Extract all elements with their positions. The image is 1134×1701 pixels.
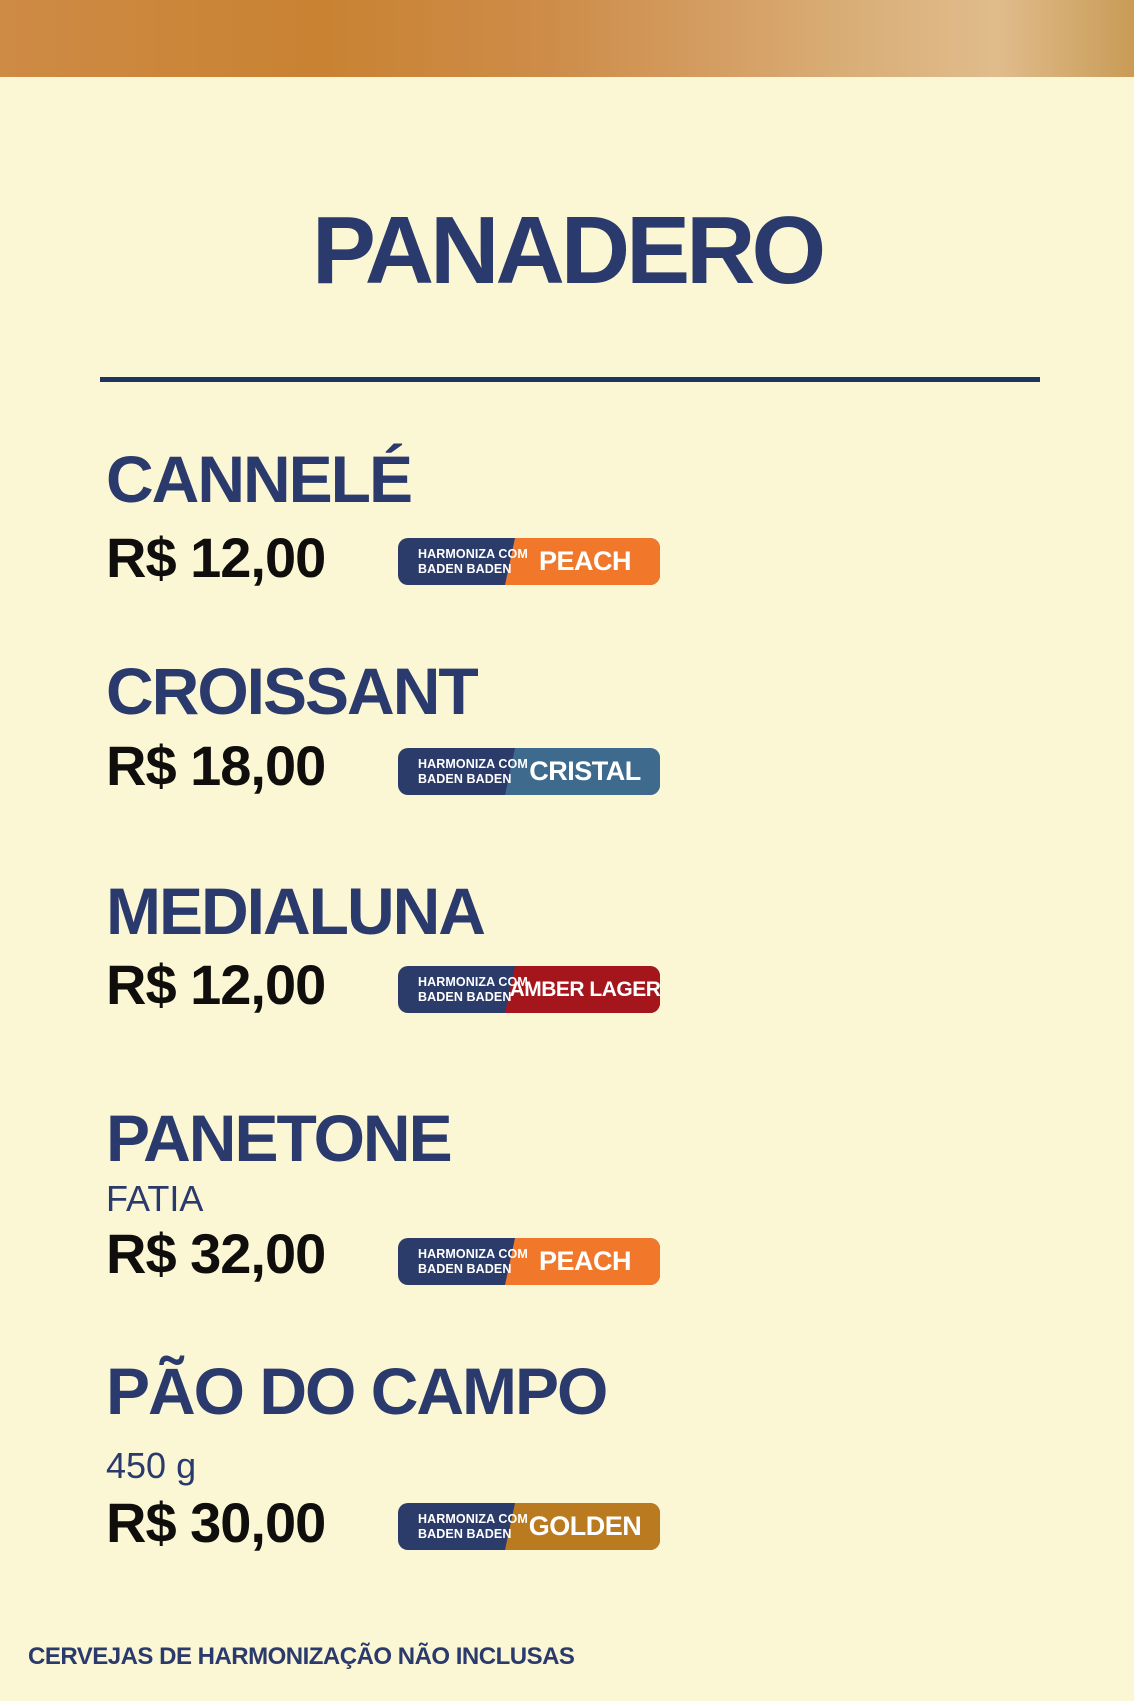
pairing-badge bbox=[398, 748, 660, 795]
pairing-beer-name: AMBER LAGER bbox=[509, 977, 660, 1001]
item-name: MEDIALUNA bbox=[106, 874, 484, 948]
pairing-brand-line2: BADEN BADEN bbox=[418, 989, 512, 1004]
item-subtitle: FATIA bbox=[106, 1178, 204, 1219]
item-price: R$ 30,00 bbox=[106, 1491, 326, 1554]
pairing-beer-name: PEACH bbox=[538, 1246, 631, 1276]
pairing-brand-line1: HARMONIZA COM bbox=[418, 1246, 528, 1261]
item-price: R$ 32,00 bbox=[106, 1222, 326, 1285]
item-name: CANNELÉ bbox=[106, 442, 412, 516]
title-divider-rule bbox=[100, 377, 1040, 382]
item-price: R$ 12,00 bbox=[106, 953, 326, 1016]
pairing-badge bbox=[398, 966, 660, 1013]
pairing-badge bbox=[398, 1503, 660, 1550]
pairing-badge bbox=[398, 538, 660, 585]
pairing-brand-line2: BADEN BADEN bbox=[418, 1261, 512, 1276]
item-price: R$ 12,00 bbox=[106, 526, 326, 589]
pairing-beer-name: PEACH bbox=[538, 546, 631, 576]
pairing-beer-name: GOLDEN bbox=[528, 1511, 642, 1541]
pairing-badge bbox=[398, 1238, 660, 1285]
item-price: R$ 18,00 bbox=[106, 734, 326, 797]
item-name: PANETONE bbox=[106, 1101, 451, 1175]
page-title: PANADERO bbox=[311, 197, 823, 304]
item-name: CROISSANT bbox=[106, 654, 477, 728]
pairing-brand-line2: BADEN BADEN bbox=[418, 1526, 512, 1541]
item-subtitle: 450 g bbox=[106, 1445, 197, 1486]
header-gradient-bar bbox=[0, 0, 1134, 77]
pairing-brand-line1: HARMONIZA COM bbox=[418, 546, 528, 561]
footer-disclaimer: CERVEJAS DE HARMONIZAÇÃO NÃO INCLUSAS bbox=[28, 1643, 575, 1670]
pairing-brand-line1: HARMONIZA COM bbox=[418, 1511, 528, 1526]
pairing-beer-name: CRISTAL bbox=[529, 756, 641, 786]
pairing-brand-line2: BADEN BADEN bbox=[418, 771, 512, 786]
pairing-brand-line2: BADEN BADEN bbox=[418, 561, 512, 576]
pairing-brand-line1: HARMONIZA COM bbox=[418, 756, 528, 771]
pairing-brand-line1: HARMONIZA COM bbox=[418, 974, 528, 989]
item-name: PÃO DO CAMPO bbox=[106, 1354, 607, 1428]
